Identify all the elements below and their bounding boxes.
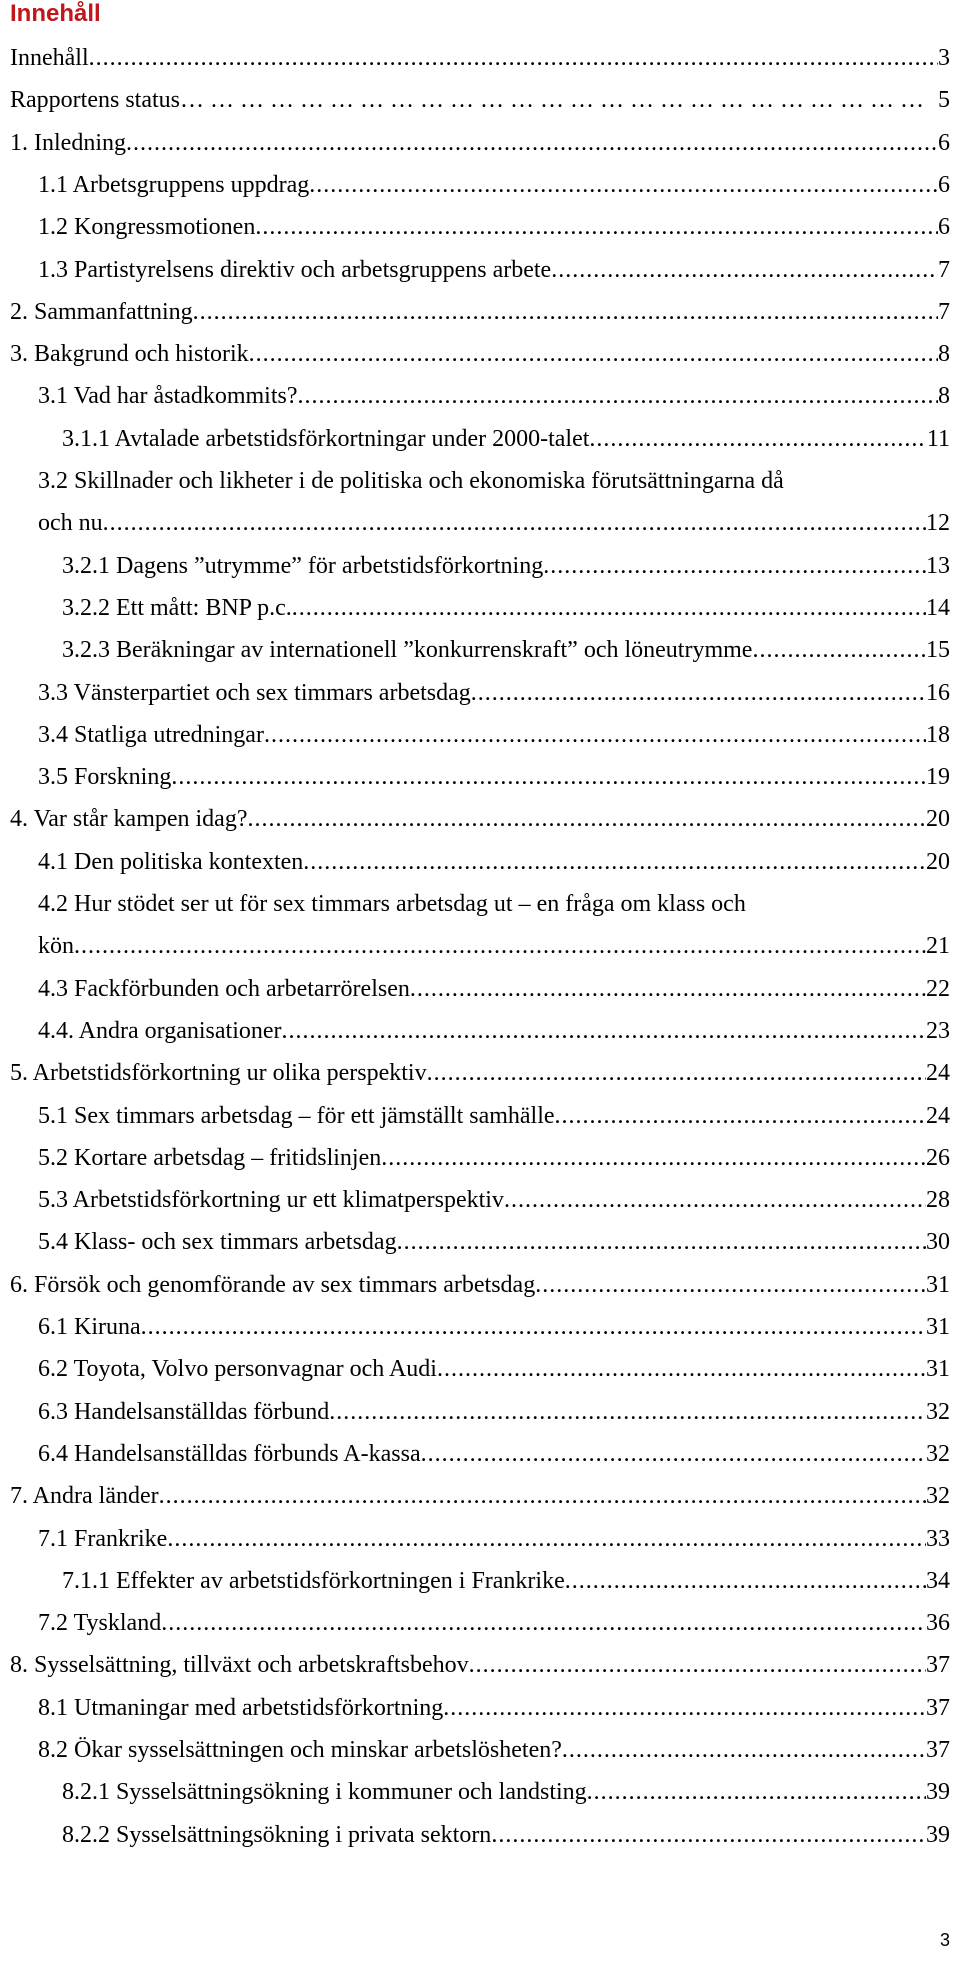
toc-entry-title: Rapportens status (10, 87, 180, 114)
toc-entry[interactable] (10, 1044, 950, 1088)
toc-entry-title: 6.1 Kiruna (38, 1314, 141, 1340)
toc-entry-page: 12 (926, 510, 950, 537)
toc-entry-title: 8. Sysselsättning, tillväxt och arbetskraftsbehov (10, 1652, 469, 1679)
toc-entry-title: 8.2.1 Sysselsättningsökning i kommuner och landsting (62, 1779, 587, 1806)
toc-dot-leader (255, 212, 938, 242)
toc-entry-title: Innehåll (10, 45, 89, 71)
toc-dot-leader (491, 1820, 926, 1850)
toc-entry-title: 8.1 Utmaningar med arbetstidsförkortning (38, 1694, 444, 1721)
toc-entry-page: 14 (926, 594, 950, 621)
toc-entry-title: 7. Andra länder (10, 1483, 159, 1510)
toc-entry-title: 5.2 Kortare arbetsdag – fritidslinjen (38, 1144, 382, 1171)
toc-dot-leader (562, 1735, 926, 1765)
toc-entry-title: 4. Var står kampen idag? (10, 806, 248, 833)
toc-entry-page: 37 (926, 1694, 950, 1721)
toc-entry-page: 8 (938, 341, 950, 368)
toc-dot-leader (504, 1185, 926, 1215)
toc-entry[interactable] (10, 325, 950, 369)
toc-entry-page: 11 (926, 425, 950, 452)
toc-dot-leader (589, 424, 926, 454)
toc-dot-leader (309, 170, 938, 200)
toc-entry-title: 5. Arbetstidsförkortning ur olika perspektiv (10, 1060, 427, 1087)
toc-dot-leader (292, 593, 926, 623)
toc-entry[interactable] (10, 452, 950, 496)
toc-entry[interactable] (10, 1129, 950, 1173)
toc-entry-page: 8 (938, 383, 950, 410)
toc-entry-page: 23 (926, 1017, 950, 1044)
toc-entry-title: 3.2 Skillnader och likheter i de politiska och ekonomiska förutsättningarna då (38, 468, 784, 494)
toc-entry-page: 30 (926, 1229, 950, 1256)
toc-entry[interactable] (10, 1510, 950, 1554)
toc-entry-page: 26 (926, 1144, 950, 1171)
toc-entry[interactable] (10, 1002, 950, 1046)
toc-dot-leader (103, 508, 926, 538)
toc-entry-page: 24 (926, 1102, 950, 1129)
toc-entry[interactable] (10, 579, 950, 623)
toc-entry[interactable] (10, 790, 950, 834)
toc-entry-title: 8.2 Ökar sysselsättningen och minskar arbetslösheten? (38, 1737, 562, 1763)
toc-heading: Innehåll (10, 0, 101, 27)
toc-entry[interactable] (10, 410, 950, 454)
toc-entry-page: 20 (926, 848, 950, 875)
toc-entry[interactable] (10, 875, 950, 919)
toc-entry[interactable] (10, 1213, 950, 1257)
toc-entry[interactable] (10, 1806, 950, 1850)
toc-entry[interactable] (10, 1467, 950, 1511)
toc-entry-page: 21 (926, 933, 950, 960)
toc-dot-leader (193, 297, 938, 327)
toc-dot-leader (469, 1650, 926, 1680)
toc-dot-leader (126, 128, 938, 158)
toc-entry-title: och nu (38, 510, 103, 537)
toc-entry-title: 2. Sammanfattning (10, 298, 193, 325)
toc-entry-page: 31 (926, 1356, 950, 1383)
toc-entry-page: 16 (926, 679, 950, 706)
toc-entry[interactable] (10, 748, 950, 792)
toc-entry-title: 3.1.1 Avtalade arbetstidsförkortningar under 2000-talet (62, 425, 590, 452)
toc-entry[interactable] (10, 537, 950, 581)
toc-entry-title: 4.1 Den politiska kontexten (38, 848, 304, 875)
toc-entry-page: 31 (926, 1271, 950, 1298)
toc-dot-leader (410, 974, 926, 1004)
toc-entry-title: 7.2 Tyskland (38, 1610, 162, 1637)
toc-entry-page: 6 (938, 171, 950, 198)
toc-entry[interactable] (10, 1679, 950, 1723)
toc-entry-title: 3.2.3 Beräkningar av internationell ”konkurrenskraft” och löneutrymme (62, 637, 753, 664)
toc-entry-page: 28 (926, 1187, 950, 1214)
toc-entry-page: 7 (938, 256, 950, 283)
toc-entry[interactable] (10, 367, 950, 411)
toc-dot-leader (89, 43, 938, 73)
toc-entry-page: 5 (938, 87, 950, 114)
toc-dot-leader (282, 1016, 926, 1046)
toc-dot-leader (161, 1608, 926, 1638)
toc-entry-title: 4.3 Fackförbunden och arbetarrörelsen (38, 975, 410, 1002)
toc-dot-leader (329, 1397, 926, 1427)
toc-entry[interactable] (10, 29, 950, 73)
toc-entry[interactable] (10, 156, 950, 200)
toc-entry-page: 37 (926, 1737, 950, 1763)
toc-entry-page: 22 (926, 975, 950, 1002)
toc-dot-leader (535, 1270, 926, 1300)
toc-entry-title: kön (38, 933, 74, 960)
toc-entry[interactable] (10, 114, 950, 158)
toc-dot-leader (565, 1566, 926, 1596)
toc-entry[interactable] (10, 241, 950, 285)
toc-entry[interactable] (10, 1636, 950, 1680)
toc-entry-page: 6 (938, 214, 950, 241)
toc-entry[interactable] (10, 706, 950, 750)
toc-entry-page: 33 (926, 1525, 950, 1552)
toc-entry-page: 31 (926, 1314, 950, 1340)
toc-entry-title: 3.2.2 Ett mått: BNP p.c. (62, 594, 292, 621)
toc-entry-title: 4.2 Hur stödet ser ut för sex timmars arbetsdag ut – en fråga om klass och (38, 891, 746, 917)
toc-dot-leader (752, 635, 926, 665)
toc-entry-title: 3.3 Vänsterpartiet och sex timmars arbetsdag (38, 679, 471, 706)
toc-entry[interactable] (10, 960, 950, 1004)
toc-entry[interactable] (10, 1721, 950, 1765)
toc-entry-page: 32 (926, 1440, 950, 1467)
toc-entry-title: 7.1 Frankrike (38, 1525, 168, 1552)
toc-dot-leader (303, 847, 926, 877)
toc-entry-page: 15 (926, 637, 950, 664)
toc-dot-leader (167, 1524, 926, 1554)
toc-entry[interactable] (10, 1763, 950, 1807)
toc-dot-leader (427, 1058, 926, 1088)
toc-entry-title: 3.5 Forskning (38, 764, 172, 791)
toc-entry-page: 32 (926, 1398, 950, 1425)
toc-entry[interactable] (10, 1552, 950, 1596)
toc-entry-title: 6. Försök och genomförande av sex timmars arbetsdag (10, 1271, 536, 1298)
toc-entry[interactable] (10, 494, 950, 538)
toc-entry[interactable] (10, 1383, 950, 1427)
toc-entry[interactable] (10, 1298, 950, 1342)
toc-entry-page: 34 (926, 1567, 950, 1594)
toc-dot-leader (443, 1693, 926, 1723)
toc-entry-title: 1. Inledning (10, 129, 126, 156)
toc-entry-page: 19 (926, 764, 950, 791)
toc-dot-leader (555, 1101, 926, 1131)
toc-entry-title: 1.2 Kongressmotionen (38, 214, 256, 241)
toc-entry-title: 6.2 Toyota, Volvo personvagnar och Audi (38, 1356, 437, 1383)
toc-dot-leader (180, 85, 928, 115)
toc-entry[interactable] (10, 1594, 950, 1638)
toc-entry-title: 6.3 Handelsanställdas förbund (38, 1398, 330, 1425)
toc-dot-leader (159, 1481, 926, 1511)
toc-dot-leader (141, 1312, 926, 1342)
toc-entry[interactable] (10, 1087, 950, 1131)
toc-dot-leader (74, 931, 926, 961)
toc-entry[interactable] (10, 664, 950, 708)
toc-entry-title: 3.2.1 Dagens ”utrymme” för arbetstidsförkortning (62, 552, 544, 579)
toc-entry[interactable] (10, 833, 950, 877)
toc-entry-page: 32 (926, 1483, 950, 1510)
toc-entry-title: 3. Bakgrund och historik (10, 341, 249, 368)
toc-entry-page: 13 (926, 552, 950, 579)
toc-dot-leader (587, 1777, 926, 1807)
toc-dot-leader (437, 1354, 926, 1384)
toc-entry-page: 39 (926, 1821, 950, 1848)
toc-entry-page: 36 (926, 1610, 950, 1637)
toc-entry-title: 1.3 Partistyrelsens direktiv och arbetsgruppens arbete (38, 256, 552, 283)
toc-entry-page: 6 (938, 129, 950, 156)
page-number: 3 (939, 1930, 950, 1950)
toc-dot-leader (298, 381, 938, 411)
toc-dot-leader (471, 678, 926, 708)
toc-entry-page: 7 (938, 298, 950, 325)
toc-entry[interactable] (10, 917, 950, 961)
toc-entry-page: 39 (926, 1779, 950, 1806)
toc-entry-page: 20 (926, 806, 950, 833)
toc-entry-title: 7.1.1 Effekter av arbetstidsförkortningen i Frankrike (62, 1567, 565, 1594)
toc-entry[interactable] (10, 1340, 950, 1384)
toc-dot-leader (264, 720, 926, 750)
toc-entry-title: 6.4 Handelsanställdas förbunds A-kassa (38, 1440, 421, 1467)
toc-entry[interactable] (10, 1171, 950, 1215)
toc-entry-title: 1.1 Arbetsgruppens uppdrag (38, 171, 310, 198)
toc-entry-title: 5.1 Sex timmars arbetsdag – för ett jämställt samhälle (38, 1102, 555, 1129)
toc-dot-leader (171, 762, 926, 792)
toc-entry[interactable] (10, 1256, 950, 1300)
toc-entry-title: 3.4 Statliga utredningar (38, 721, 264, 748)
toc-entry-title: 3.1 Vad har åstadkommits? (38, 383, 298, 410)
toc-entry-title: 8.2.2 Sysselsättningsökning i privata sektorn (62, 1821, 492, 1848)
toc-entry-title: 5.3 Arbetstidsförkortning ur ett klimatperspektiv (38, 1187, 504, 1214)
toc-dot-leader (551, 255, 938, 285)
toc-dot-leader (381, 1143, 926, 1173)
toc-entry[interactable] (10, 71, 950, 115)
toc-dot-leader (249, 339, 938, 369)
toc-dot-leader (421, 1439, 926, 1469)
toc-entry[interactable] (10, 1425, 950, 1469)
toc-dot-leader (247, 804, 926, 834)
toc-entry-page: 3 (938, 45, 950, 71)
toc-dot-leader (543, 551, 926, 581)
toc-entry-page: 37 (926, 1652, 950, 1679)
toc-entry-title: 4.4. Andra organisationer (38, 1017, 282, 1044)
toc-dot-leader (397, 1227, 926, 1257)
toc-entry-title: 5.4 Klass- och sex timmars arbetsdag (38, 1229, 397, 1256)
toc-entry-page: 18 (926, 721, 950, 748)
toc-entry-page: 24 (926, 1060, 950, 1087)
toc-entry[interactable] (10, 198, 950, 242)
toc-entry[interactable] (10, 283, 950, 327)
toc-entry[interactable] (10, 621, 950, 665)
